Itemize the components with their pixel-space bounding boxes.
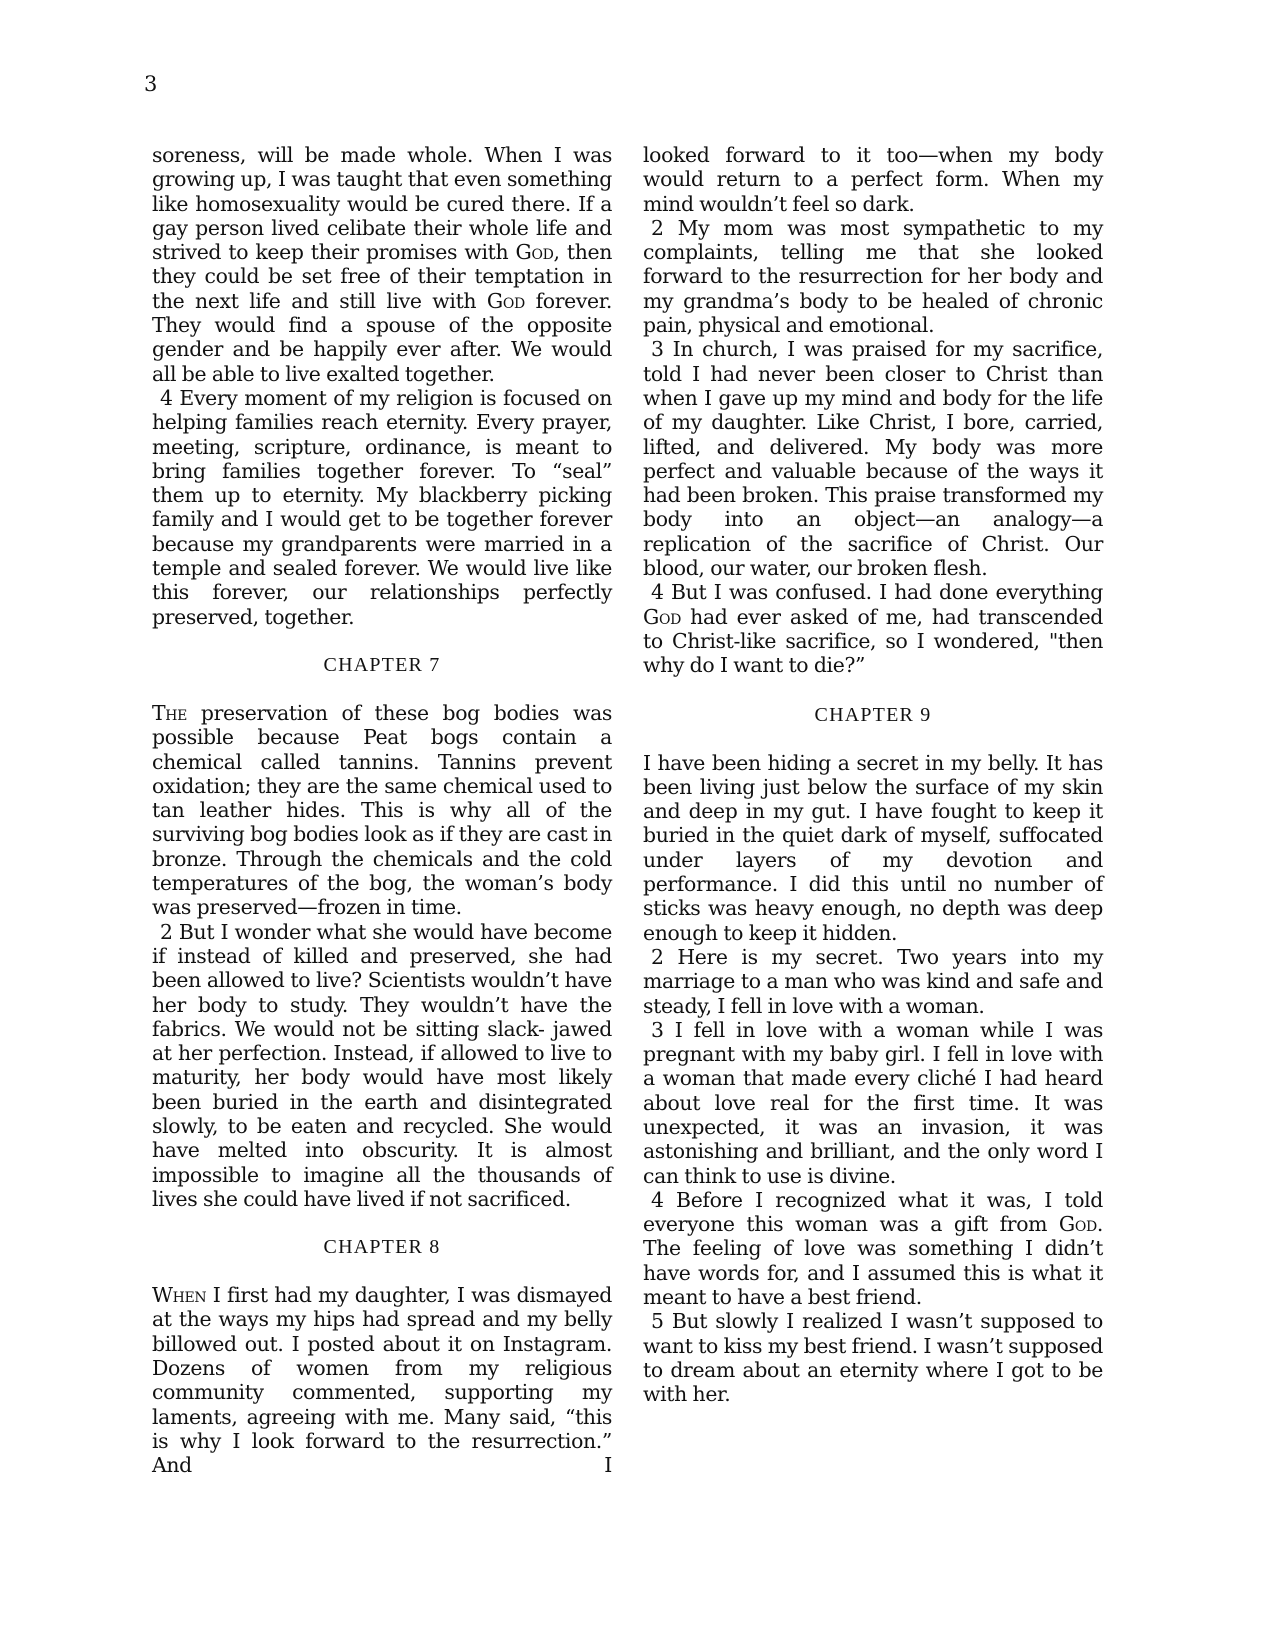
page-number: 3 xyxy=(144,72,158,96)
chapter-heading: CHAPTER 9 xyxy=(814,703,932,726)
verse-paragraph xyxy=(643,580,1103,677)
verse-paragraph: 2 But I wonder what she would have become if instead of killed and preserved, she had been allowed to live? Scientists wouldn’t have her body to study. They wouldn’t have the fabrics. We would not be sitting slack- jawed at her perfection. Instead, if allowed to live to maturity, her body would have most likely been buried in the earth and disintegrated slowly, to be eaten and recycled. She would have melted into obscurity. It is almost impossible to imagine all the thousands of lives she could have lived if not sacrificed. xyxy=(152,919,612,1211)
verse-paragraph: 2 Here is my secret. Two years into my marriage to a man who was kind and safe and steady, I fell in love with a woman. xyxy=(643,944,1103,1018)
text-run: 4 Before I recognized what it was, I told everyone this woman was a gift from xyxy=(643,1187,1103,1237)
small-caps-god: God xyxy=(643,604,681,629)
right-column xyxy=(643,143,1103,1407)
verse-paragraph: 4 Every moment of my religion is focused on helping families reach eternity. Every prayer, meeting, scripture, ordinance, is meant to bring families together forever. To “seal” them up to eternity. My blackberry picking family and I would get to be together forever because my grandparents were married in a temple and sealed forever. We would live like this forever, our relationships perfectly preserved, together. xyxy=(152,385,612,629)
lead-in-word: When xyxy=(152,1283,207,1308)
text-run: 4 But I was confused. I had done everything xyxy=(651,580,1103,605)
chapter-opening-paragraph: I have been hiding a secret in my belly. It has been living just below the surface of my skin and deep in my gut. I have fought to keep it buried in the quiet dark of myself, suffocated under layers of my devotion and performance. I did this until no number of sticks was heavy enough, no depth was deep enough to keep it hidden. xyxy=(643,750,1103,945)
small-caps-god: God xyxy=(1058,1212,1097,1237)
text-run: . The feeling of love was something I didn’t have words for, and I assumed this is what it meant to have a best friend. xyxy=(643,1212,1103,1310)
paragraph-continuation xyxy=(152,143,612,386)
chapter-opening-paragraph xyxy=(152,701,612,920)
text-run: , then they could be set free of their temptation in the next life and still live with xyxy=(152,240,613,313)
chapter-opening-paragraph xyxy=(152,1283,612,1477)
text-run: forever. They would find a spouse of the opposite gender and be happily ever after. We would all be able to live exalted together. xyxy=(152,288,612,386)
text-run: I first had my daughter, I was dismayed at the ways my hips had spread and my belly billowed out. I posted about it on Instagram. Dozens of women from my religious community commented, supporting my laments, agreeing with me. Many said, “this is why I look forward to the resurrection.” And I xyxy=(152,1283,612,1478)
left-column xyxy=(152,143,612,1478)
small-caps-god: God xyxy=(515,240,554,265)
verse-paragraph: 3 In church, I was praised for my sacrifice, told I had never been closer to Christ than when I gave up my mind and body for the life of my daughter. Like Christ, I bore, carried, lifted, and delivered. My body was more perfect and valuable because of the ways it had been broken. This praise transformed my body into an object—an analogy—a replication of the sacrifice of Christ. Our blood, our water, our broken flesh. xyxy=(643,337,1103,581)
verse-paragraph: 2 My mom was most sympathetic to my complaints, telling me that she looked forward to the resurrection for her body and my grandma’s body to be healed of chronic pain, physical and emotional. xyxy=(643,215,1103,338)
text-run: had ever asked of me, had transcended to Christ-like sacrifice, so I wondered, "then why do I want to die?” xyxy=(643,604,1103,678)
lead-in-word: The xyxy=(152,700,187,725)
text-run: soreness, will be made whole. When I was growing up, I was taught that even something like homosexuality would be cured there. If a gay person lived celibate their whole life and strived to keep their promises with xyxy=(152,143,612,265)
paragraph-continuation: looked forward to it too—when my body would return to a perfect form. When my mind wouldn’t feel so dark. xyxy=(643,143,1103,216)
text-run: preservation of these bog bodies was possible because Peat bogs contain a chemical called tannins. Tannins prevent oxidation; they are the same chemical used to tan leather hides. This is why all of the surviving bog bodies look as if they are cast in bronze. Through the chemicals and the cold temperatures of the bog, the woman’s body was preserved—frozen in time. xyxy=(152,700,612,920)
chapter-heading: CHAPTER 7 xyxy=(323,653,441,676)
verse-paragraph xyxy=(643,1188,1103,1309)
verse-paragraph: 5 But slowly I realized I wasn’t supposed to want to kiss my best friend. I wasn’t supposed to dream about an eternity where I got to be with her. xyxy=(643,1309,1103,1407)
verse-paragraph: 3 I fell in love with a woman while I was pregnant with my baby girl. I fell in love with a woman that made every cliché I had heard about love real for the first time. It was unexpected, it was an invasion, it was astonishing and brilliant, and the only word I can think to use is divine. xyxy=(643,1017,1103,1188)
chapter-heading: CHAPTER 8 xyxy=(323,1236,441,1259)
small-caps-god: God xyxy=(486,288,525,313)
